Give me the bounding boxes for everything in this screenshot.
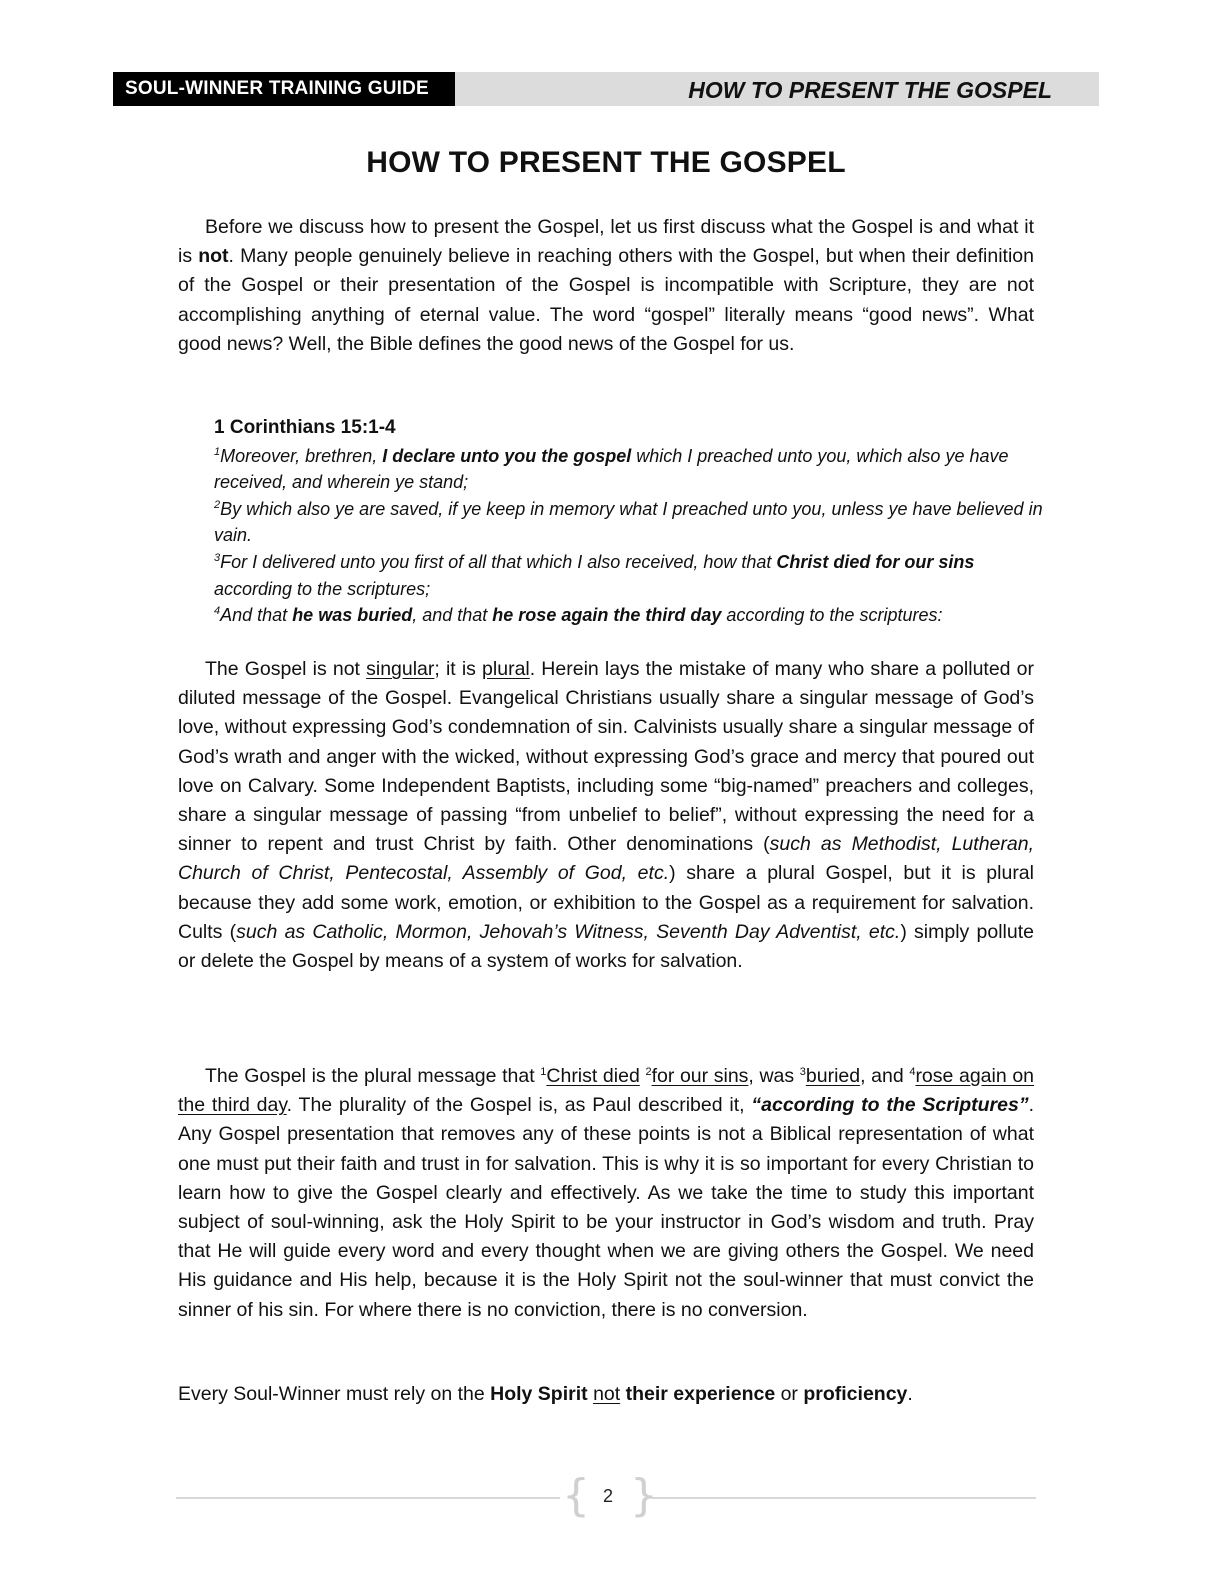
footer-bracket-right-icon: } [630,1470,658,1521]
text-run-bold: not [198,245,229,268]
text-run-underlined: not [593,1383,621,1405]
text-run: Moreover, brethren, [220,445,383,466]
verse-3 [214,549,1044,602]
page-title: HOW TO PRESENT THE GOSPEL [366,146,846,179]
text-run-underlined: for our sins [651,1065,749,1087]
verse-4 [214,602,1044,629]
text-run-bold: I declare unto you the gospel [382,445,632,466]
verse-1 [214,443,1044,496]
page-number: 2 [602,1486,613,1506]
scripture-reference: 1 Corinthians 15:1-4 [214,417,396,438]
text-run-underlined: singular [366,658,435,680]
text-run: or [775,1383,804,1405]
point-number: 3 [799,1066,806,1078]
text-run-underlined: plural [482,658,530,680]
verse-number: 2 [214,498,221,511]
text-run: . [907,1383,913,1405]
text-run: By which also ye are saved, if ye keep in memory what I preached unto you, unless ye have believed in vain. [214,498,1043,546]
text-run: . Many people genuinely believe in reaching others with the Gospel, but when their definition of the Gospel or their presentation of the Gospel is incompatible with Scripture, they are not accomplishing anything of eternal value. The word “gospel” literally means “good news”. What good news? Well, the Bible defines the good news of the Gospel for us. [178,245,1034,355]
point-number: 4 [909,1066,916,1078]
text-run-bold: he rose again the third day [492,605,722,626]
verse-2 [214,496,1044,549]
text-run: And that [220,605,293,626]
text-run: ; it is [434,658,483,680]
text-run-italic: such as Methodist, Lutheran, Church of Christ, Pentecostal, Assembly of God, etc. [178,833,1034,885]
verse-number: 1 [214,445,221,458]
text-run-bold: Holy Spirit [490,1383,588,1405]
text-run: which I preached unto you, which also ye have received, and wherein ye stand; [214,445,1009,493]
text-run-bold: their experience [625,1383,776,1405]
text-run: Every Soul-Winner must rely on the [178,1383,491,1405]
text-run: The Gospel is the plural message that [205,1065,541,1087]
text-run: according to the scriptures: [721,605,943,626]
text-run: , was [748,1065,800,1087]
verse-number: 3 [214,551,221,564]
closing-statement [178,1380,1038,1409]
text-run: according to the scriptures; [214,578,431,599]
paragraph-plural-gospel [178,655,1034,976]
header-chapter-label: HOW TO PRESENT THE GOSPEL [688,77,1052,103]
text-run-bold-italic: “according to the Scriptures” [751,1094,1029,1117]
footer-rule-left [176,1497,560,1499]
text-run: Before we discuss how to present the Gospel, let us first discuss what the Gospel is and what it is [178,216,1034,268]
text-run: , and that [412,605,493,626]
text-run: . The plurality of the Gospel is, as Paul described it, [286,1094,752,1117]
point-number: 2 [645,1066,652,1078]
verse-number: 4 [214,605,221,618]
footer-rule-right [652,1497,1036,1499]
text-run: , and [860,1065,910,1087]
text-run: The Gospel is not [205,658,367,680]
text-run: . Herein lays the mistake of many who share a polluted or diluted message of the Gospel. Evangelical Christians usually share a singular message of God’s love, without expressing God’s condemnation of sin. Calvinists usually share a singular message of God’s wrath and anger with the wicked, without expressing God’s grace and mercy that poured out love on Calvary. Some Independent Baptists, including some “big-named” preachers and colleges, share a singular message of passing “from unbelief to belief”, without expressing the need for a sinner to repent and trust Christ by faith. Other denominations ( [178,658,1034,856]
text-run-italic: such as Catholic, Mormon, Jehovah’s Witness, Seventh Day Adventist, etc. [236,920,901,943]
text-run: ) share a plural Gospel, but it is plural because they add some work, emotion, or exhibition to the Gospel as a requirement for salvation. Cults ( [178,862,1034,943]
text-run-underlined: rose again on the third day [178,1065,1035,1117]
text-run-bold: he was buried [292,605,413,626]
text-run-underlined: buried [805,1065,861,1087]
running-header [113,72,1099,106]
footer-bracket-left-icon: { [562,1470,590,1521]
text-run: . Any Gospel presentation that removes any of these points is not a Biblical representation of what one must put their faith and trust in for salvation. This is why it is so important for every Christian to learn how to give the Gospel clearly and effectively. As we take the time to study this important subject of soul-winning, ask the Holy Spirit to be your instructor in God’s wisdom and truth. Pray that He will guide every word and every thought when we are giving others the Gospel. We need His guidance and His help, because it is the Holy Spirit not the soul-winner that must convict the sinner of his sin. For where there is no conviction, there is no conversion. [178,1094,1035,1321]
text-run: For I delivered unto you first of all that which I also received, how that [220,551,777,572]
paragraph-intro [178,213,1034,359]
header-guide-label: SOUL-WINNER TRAINING GUIDE [113,72,455,106]
text-run-bold: proficiency [803,1383,908,1405]
text-run-bold: Christ died for our sins [776,551,975,572]
paragraph-gospel-message [178,1062,1034,1325]
scripture-quote [214,415,1044,629]
point-number: 1 [540,1066,547,1078]
text-run-underlined: Christ died [546,1065,640,1087]
text-run: ) simply pollute or delete the Gospel by means of a system of works for salvation. [178,920,1034,973]
